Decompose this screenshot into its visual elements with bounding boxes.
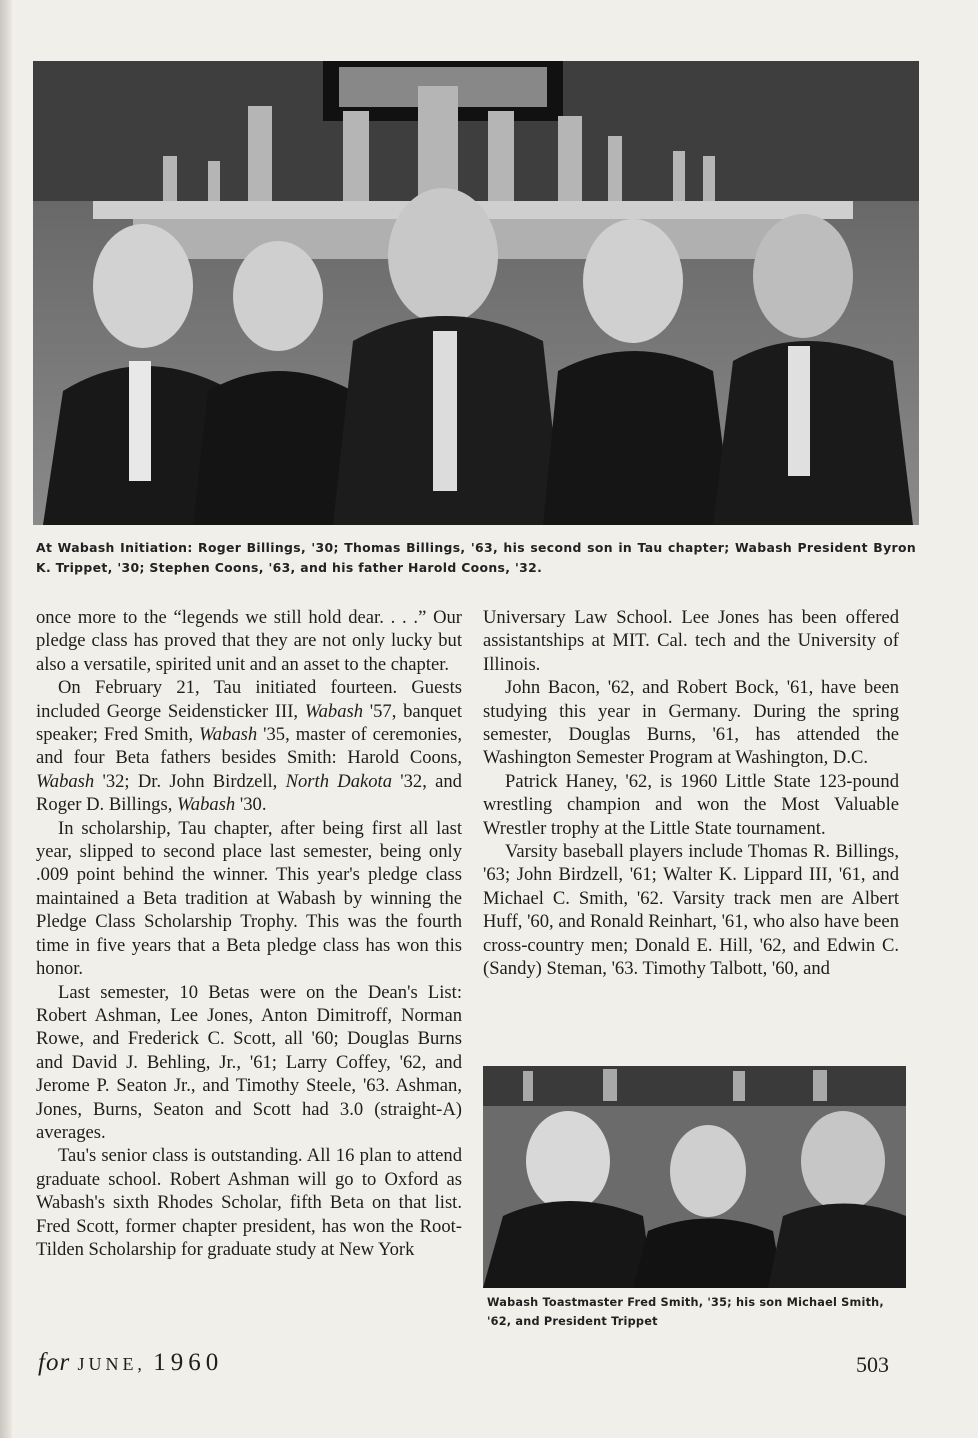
left-column [36, 606, 462, 1261]
left-p2-text-f: '30. [235, 794, 267, 816]
initiation-group-photo [33, 61, 919, 525]
footer-issue-date [38, 1349, 223, 1377]
main-photo-caption: At Wabash Initiation: Roger Billings, '30; Thomas Billings, '63, his second son in Tau chapter; Wabash President Byron K. Trippet, '30; Stephen Coons, '63, and his father Harold Coons, '32. [36, 540, 916, 575]
right-column [483, 606, 899, 981]
left-p2-school-5: Wabash [177, 794, 236, 816]
left-p2-school-2: Wabash [198, 724, 258, 746]
left-paragraph-5: Tau's senior class is outstanding. All 16 plan to attend graduate school. Robert Ashman will go to Oxford as Wabash's sixth Rhodes Scholar, fifth Beta on that list. Fred Scott, former chapter president, has won the Root-Tilden Scholarship for graduate study at New York [36, 1145, 462, 1260]
right-paragraph-2: John Bacon, '62, and Robert Bock, '61, have been studying this year in Germany. During the spring semester, Douglas Burns, '61, has attended the Washington Semester Program at Washington, D.C. [483, 677, 899, 769]
footer-month: JUNE, [77, 1354, 146, 1374]
right-paragraph-3: Patrick Haney, '62, is 1960 Little State 123-pound wrestling champion and won the Most Valuable Wrestler trophy at the Little State tournament. [483, 770, 899, 839]
page-number: 503 [856, 1352, 889, 1377]
left-p2-text-b: '57, banquet speaker; Fred Smith, [36, 700, 462, 746]
right-paragraph-4: Varsity baseball players include Thomas R. Billings, '63; John Birdzell, '61; Walter K. Lippard III, '61, and Michael C. Smith, '62. Varsity track men are Albert Huff, '60, and Ronald Reinhart, '61, who also have been cross-country men; Donald E. Hill, '62, and Edwin C. (Sandy) Steman, '63. Timothy Talbott, '60, and [483, 841, 899, 980]
toastmaster-photo [483, 1066, 906, 1288]
left-p2-text-d: '32; Dr. John Birdzell, [94, 770, 286, 792]
left-paragraph-2 [36, 676, 462, 816]
left-p2-text-a: On February 21, Tau initiated fourteen. Guests included George Seidensticker III, [36, 677, 462, 722]
right-paragraph-1: Universary Law School. Lee Jones has been offered assistantships at MIT. Cal. tech and the University of Illinois. [483, 607, 899, 675]
small-photo-caption: Wabash Toastmaster Fred Smith, '35; his son Michael Smith, '62, and President Trippet [487, 1296, 884, 1328]
scan-edge [0, 0, 12, 1438]
left-paragraph-1: once more to the “legends we still hold dear. . . .” Our pledge class has proved that they are not only lucky but also a versatile, spirited unit and an asset to the chapter. [36, 607, 462, 675]
toastmaster-photo-drawing [483, 1066, 906, 1288]
left-p2-text-e: '32, and Roger D. Billings, [36, 770, 462, 816]
footer-year: 1960 [153, 1349, 224, 1376]
footer-for: for [38, 1349, 71, 1376]
left-p2-school-1: Wabash [304, 700, 364, 722]
left-paragraph-4: Last semester, 10 Betas were on the Dean's List: Robert Ashman, Lee Jones, Anton Dimitroff, Norman Rowe, and Frederick C. Scott, all '60; Douglas Burns and David J. Behling, Jr., '61; Larry Coffey, '62, and Jerome P. Seaton Jr., and Timothy Steele, '63. Ashman, Jones, Burns, Seaton and Scott had 3.0 (straight-A) averages. [36, 981, 462, 1143]
left-p2-school-4: North Dakota [285, 770, 392, 792]
left-p2-text-c: '35, master of ceremonies, and four Beta fathers besides Smith: Harold Coons, [36, 724, 462, 769]
left-p2-school-3: Wabash [36, 770, 95, 792]
initiation-group-photo-drawing [33, 61, 919, 525]
left-paragraph-3: In scholarship, Tau chapter, after being first all last year, slipped to second place last semester, being only .009 point behind the winner. This year's pledge class maintained a Beta tradition at Wabash by winning the Pledge Class Scholarship Trophy. This was the fourth time in five years that a Beta pledge class has won this honor. [36, 817, 462, 980]
